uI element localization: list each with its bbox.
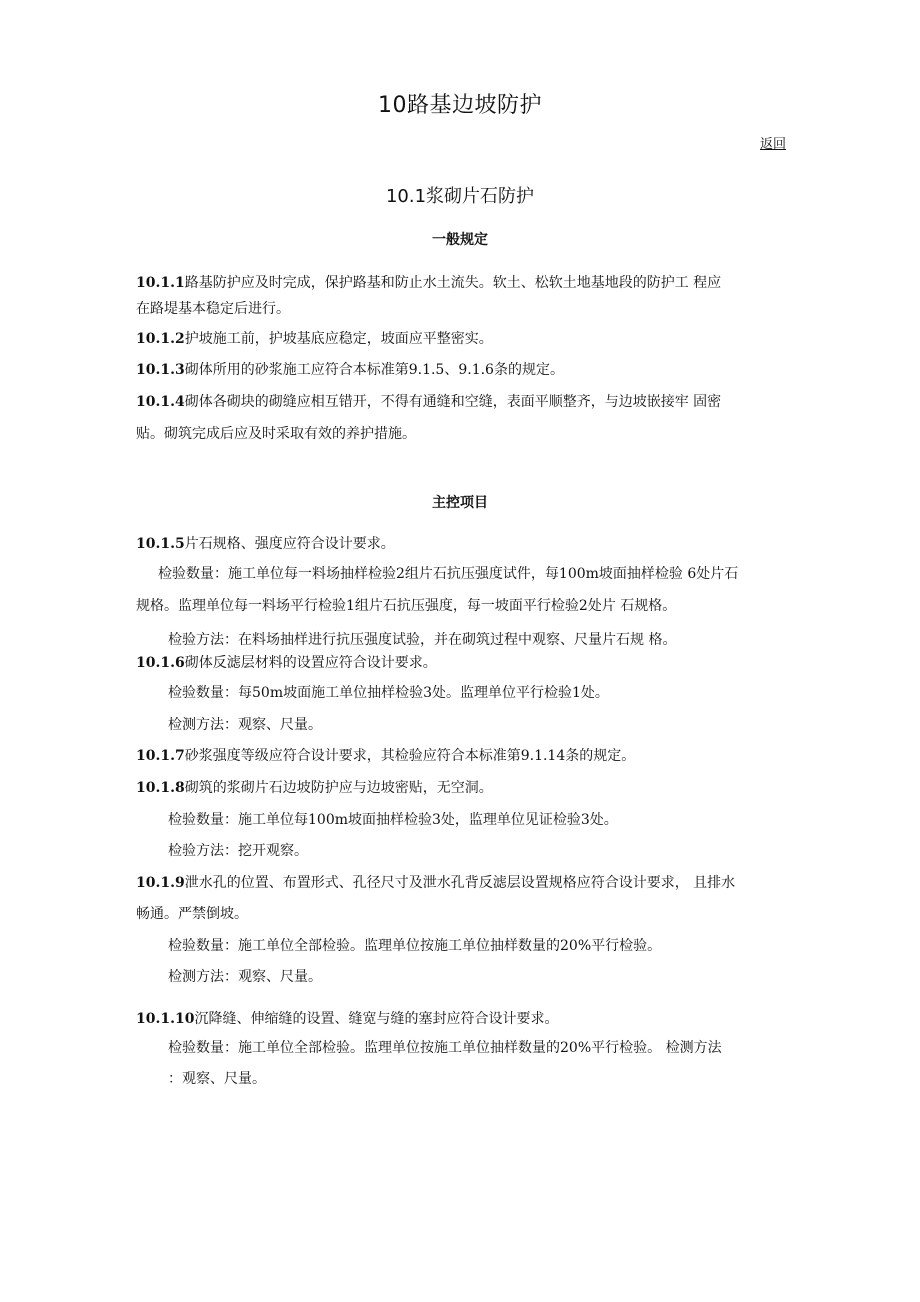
clause-number: 10.1.5 [136,536,185,552]
clause-10-1-9 [136,868,826,899]
clause-text: 护坡施工前，护坡基底应稳定，坡面应平整密实。 [184,331,493,347]
clause-text: 泄水孔的位置、布置形式、孔径尺寸及泄水孔背反滤层设置规格应符合设计要求， 且排水 [184,875,736,891]
clause-text: 沉降缝、伸缩缝的设置、缝宽与缝的塞封应符合设计要求。 [194,1011,559,1027]
clause-number: 10.1.9 [136,875,185,891]
clause-10-1-5 [136,529,826,560]
clause-number: 10.1.1 [136,275,185,291]
clause-10-1-3 [136,355,826,386]
clause-10-1-5-inspection-quantity: 检验数量：施工单位每一料场抽样检验2组片石抗压强度试件，每100m坡面抽样检验 6处片石 [158,566,739,582]
clause-text: 砂浆强度等级应符合设计要求，其检验应符合本标准第9.1.14条的规定。 [184,748,636,764]
clause-10-1-7 [136,741,826,772]
page-title: 10路基边坡防护 [378,93,542,118]
clause-10-1-2 [136,324,826,355]
clause-number: 10.1.10 [136,1011,195,1027]
clause-10-1-9-inspection-quantity: 检验数量：施工单位全部检验。监理单位按施工单位抽样数量的20%平行检验。 [168,938,662,954]
clause-number: 10.1.7 [136,748,185,764]
clause-10-1-4-continued: 贴。砌筑完成后应及时采取有效的养护措施。 [136,426,416,442]
clause-10-1-10-inspection: 检验数量：施工单位全部检验。监理单位按施工单位抽样数量的20%平行检验。 检测方法 [168,1040,722,1056]
clause-10-1-6-inspection-quantity: 检验数量：每50m坡面施工单位抽样检验3处。监理单位平行检验1处。 [168,685,609,701]
section-subtitle: 10.1浆砌片石防护 [385,186,535,207]
clause-10-1-4 [136,387,826,418]
clause-10-1-8-inspection-method: 检验方法：挖开观察。 [168,843,308,859]
clause-10-1-8 [136,773,826,804]
clause-number: 10.1.2 [136,331,185,347]
clause-10-1-9-continued: 畅通。严禁倒坡。 [136,906,248,922]
clause-10-1-5-inspection-quantity-continued: 规格。监理单位每一料场平行检验1组片石抗压强度，每一坡面平行检验2处片 石规格。 [136,598,677,614]
back-link[interactable]: 返回 [760,137,787,152]
clause-text: 砌体所用的砂浆施工应符合本标准第9.1.5、9.1.6条的规定。 [184,362,564,378]
clause-10-1-9-inspection-method: 检测方法：观察、尺量。 [168,969,322,985]
clause-number: 10.1.3 [136,362,185,378]
clause-number: 10.1.6 [136,655,185,671]
clause-text: 砌筑的浆砌片石边坡防护应与边坡密贴，无空洞。 [184,780,493,796]
clause-10-1-6 [136,648,826,679]
main-control-heading: 主控项目 [432,495,488,511]
clause-text: 片石规格、强度应符合设计要求。 [184,536,395,552]
clause-10-1-10-inspection-continued: ：观察、尺量。 [168,1071,266,1087]
clause-10-1-1-continued: 在路堤基本稳定后进行。 [136,301,290,317]
clause-number: 10.1.8 [136,780,185,796]
clause-text: 砌体反滤层材料的设置应符合设计要求。 [184,655,437,671]
clause-text: 路基防护应及时完成，保护路基和防止水土流失。软土、松软土地基地段的防护工 程应 [184,275,722,291]
clause-10-1-5-inspection-method: 检验方法：在料场抽样进行抗压强度试验，并在砌筑过程中观察、尺量片石规 格。 [168,632,677,648]
clause-number: 10.1.4 [136,394,185,410]
clause-text: 砌体各砌块的砌缝应相互错开，不得有通缝和空缝，表面平顺整齐，与边坡嵌接牢 固密 [184,394,722,410]
clause-10-1-8-inspection-quantity: 检验数量：施工单位每100m坡面抽样检验3处，监理单位见证检验3处。 [168,812,618,828]
clause-10-1-6-inspection-method: 检测方法：观察、尺量。 [168,717,322,733]
clause-10-1-10 [136,1004,826,1035]
general-provisions-heading: 一般规定 [432,232,488,248]
